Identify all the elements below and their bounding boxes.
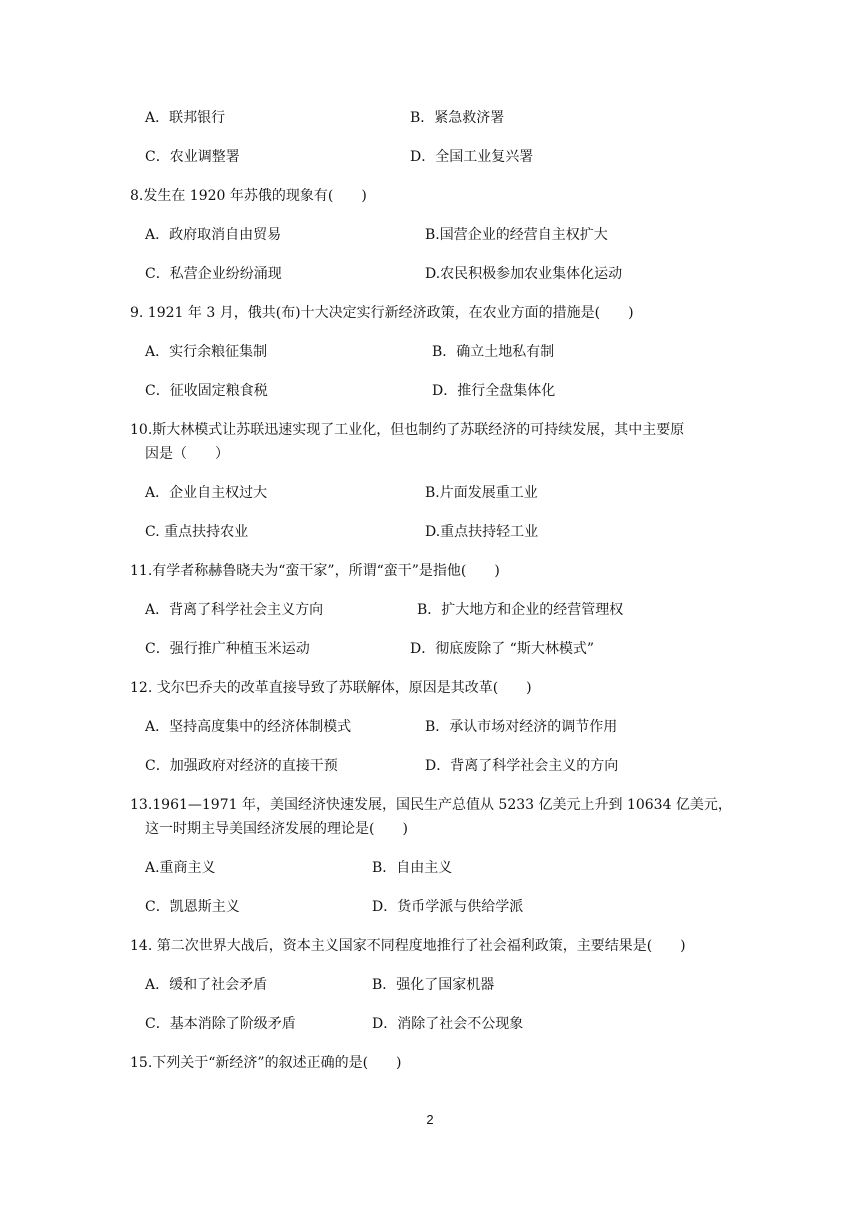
q9-option-c: C．征收固定粮食税 [145, 383, 268, 399]
q11-stem: 11.有学者称赫鲁晓夫为“蛮干家”，所谓“蛮干”是指他( ) [130, 563, 500, 579]
q14-option-d: D．消除了社会不公现象 [372, 1016, 524, 1032]
q13-option-b: B．自由主义 [372, 860, 453, 876]
q7-option-b: B．紧急救济署 [410, 110, 505, 126]
q7-option-d: D．全国工业复兴署 [410, 149, 534, 165]
q14-stem: 14. 第二次世界大战后，资本主义国家不同程度地推行了社会福利政策，主要结果是( ) [130, 938, 686, 954]
q12-option-b: B．承认市场对经济的调节作用 [425, 719, 618, 735]
q14-option-a: A．缓和了社会矛盾 [145, 977, 268, 993]
q10-option-a: A．企业自主权过大 [145, 485, 268, 501]
q8-option-b: B.国营企业的经营自主权扩大 [425, 227, 608, 243]
q15-stem: 15.下列关于“新经济”的叙述正确的是( ) [130, 1055, 402, 1071]
q10-option-c: C. 重点扶持农业 [145, 524, 249, 540]
q14-option-c: C．基本消除了阶级矛盾 [145, 1016, 296, 1032]
q9-option-d: D．推行全盘集体化 [432, 383, 556, 399]
q14-option-b: B．强化了国家机器 [372, 977, 495, 993]
q12-option-c: C．加强政府对经济的直接干预 [145, 758, 338, 774]
q11-option-b: B．扩大地方和企业的经营管理权 [417, 602, 624, 618]
q12-option-a: A．坚持高度集中的经济体制模式 [145, 719, 352, 735]
q8-option-c: C．私营企业纷纷涌现 [145, 266, 282, 282]
q13-option-a: A.重商主义 [145, 860, 216, 876]
q9-option-a: A．实行余粮征集制 [145, 344, 268, 360]
q13-option-c: C．凯恩斯主义 [145, 899, 240, 915]
q10-option-d: D.重点扶持轻工业 [425, 524, 539, 540]
q13-option-d: D．货币学派与供给学派 [372, 899, 524, 915]
q9-stem: 9. 1921 年 3 月，俄共(布)十大决定实行新经济政策，在农业方面的措施是( ) [130, 305, 634, 321]
q13-stem-line1: 13.1961—1971 年，美国经济快速发展，国民生产总值从 5233 亿美元上升到 10634 亿美元， [130, 797, 732, 813]
page-number: 2 [426, 1112, 434, 1127]
q8-option-a: A．政府取消自由贸易 [145, 227, 282, 243]
q12-option-d: D．背离了科学社会主义的方向 [425, 758, 619, 774]
q11-option-a: A．背离了科学社会主义方向 [145, 602, 324, 618]
q7-option-c: C．农业调整署 [145, 149, 240, 165]
q11-option-c: C．强行推广种植玉米运动 [145, 641, 310, 657]
q10-stem-line1: 10.斯大林模式让苏联迅速实现了工业化，但也制约了苏联经济的可持续发展，其中主要原 [130, 422, 685, 438]
q10-stem-line2: 因是（ ） [145, 446, 229, 462]
q13-stem-line2: 这一时期主导美国经济发展的理论是( ) [145, 821, 408, 837]
q12-stem: 12. 戈尔巴乔夫的改革直接导致了苏联解体，原因是其改革( ) [130, 680, 532, 696]
q8-option-d: D.农民积极参加农业集体化运动 [425, 266, 623, 282]
q7-option-a: A．联邦银行 [145, 110, 226, 126]
q11-option-d: D．彻底废除了 “斯大林模式” [410, 641, 594, 657]
q8-stem: 8.发生在 1920 年苏俄的现象有( ) [130, 188, 367, 204]
q9-option-b: B．确立土地私有制 [432, 344, 555, 360]
q10-option-b: B.片面发展重工业 [425, 485, 538, 501]
